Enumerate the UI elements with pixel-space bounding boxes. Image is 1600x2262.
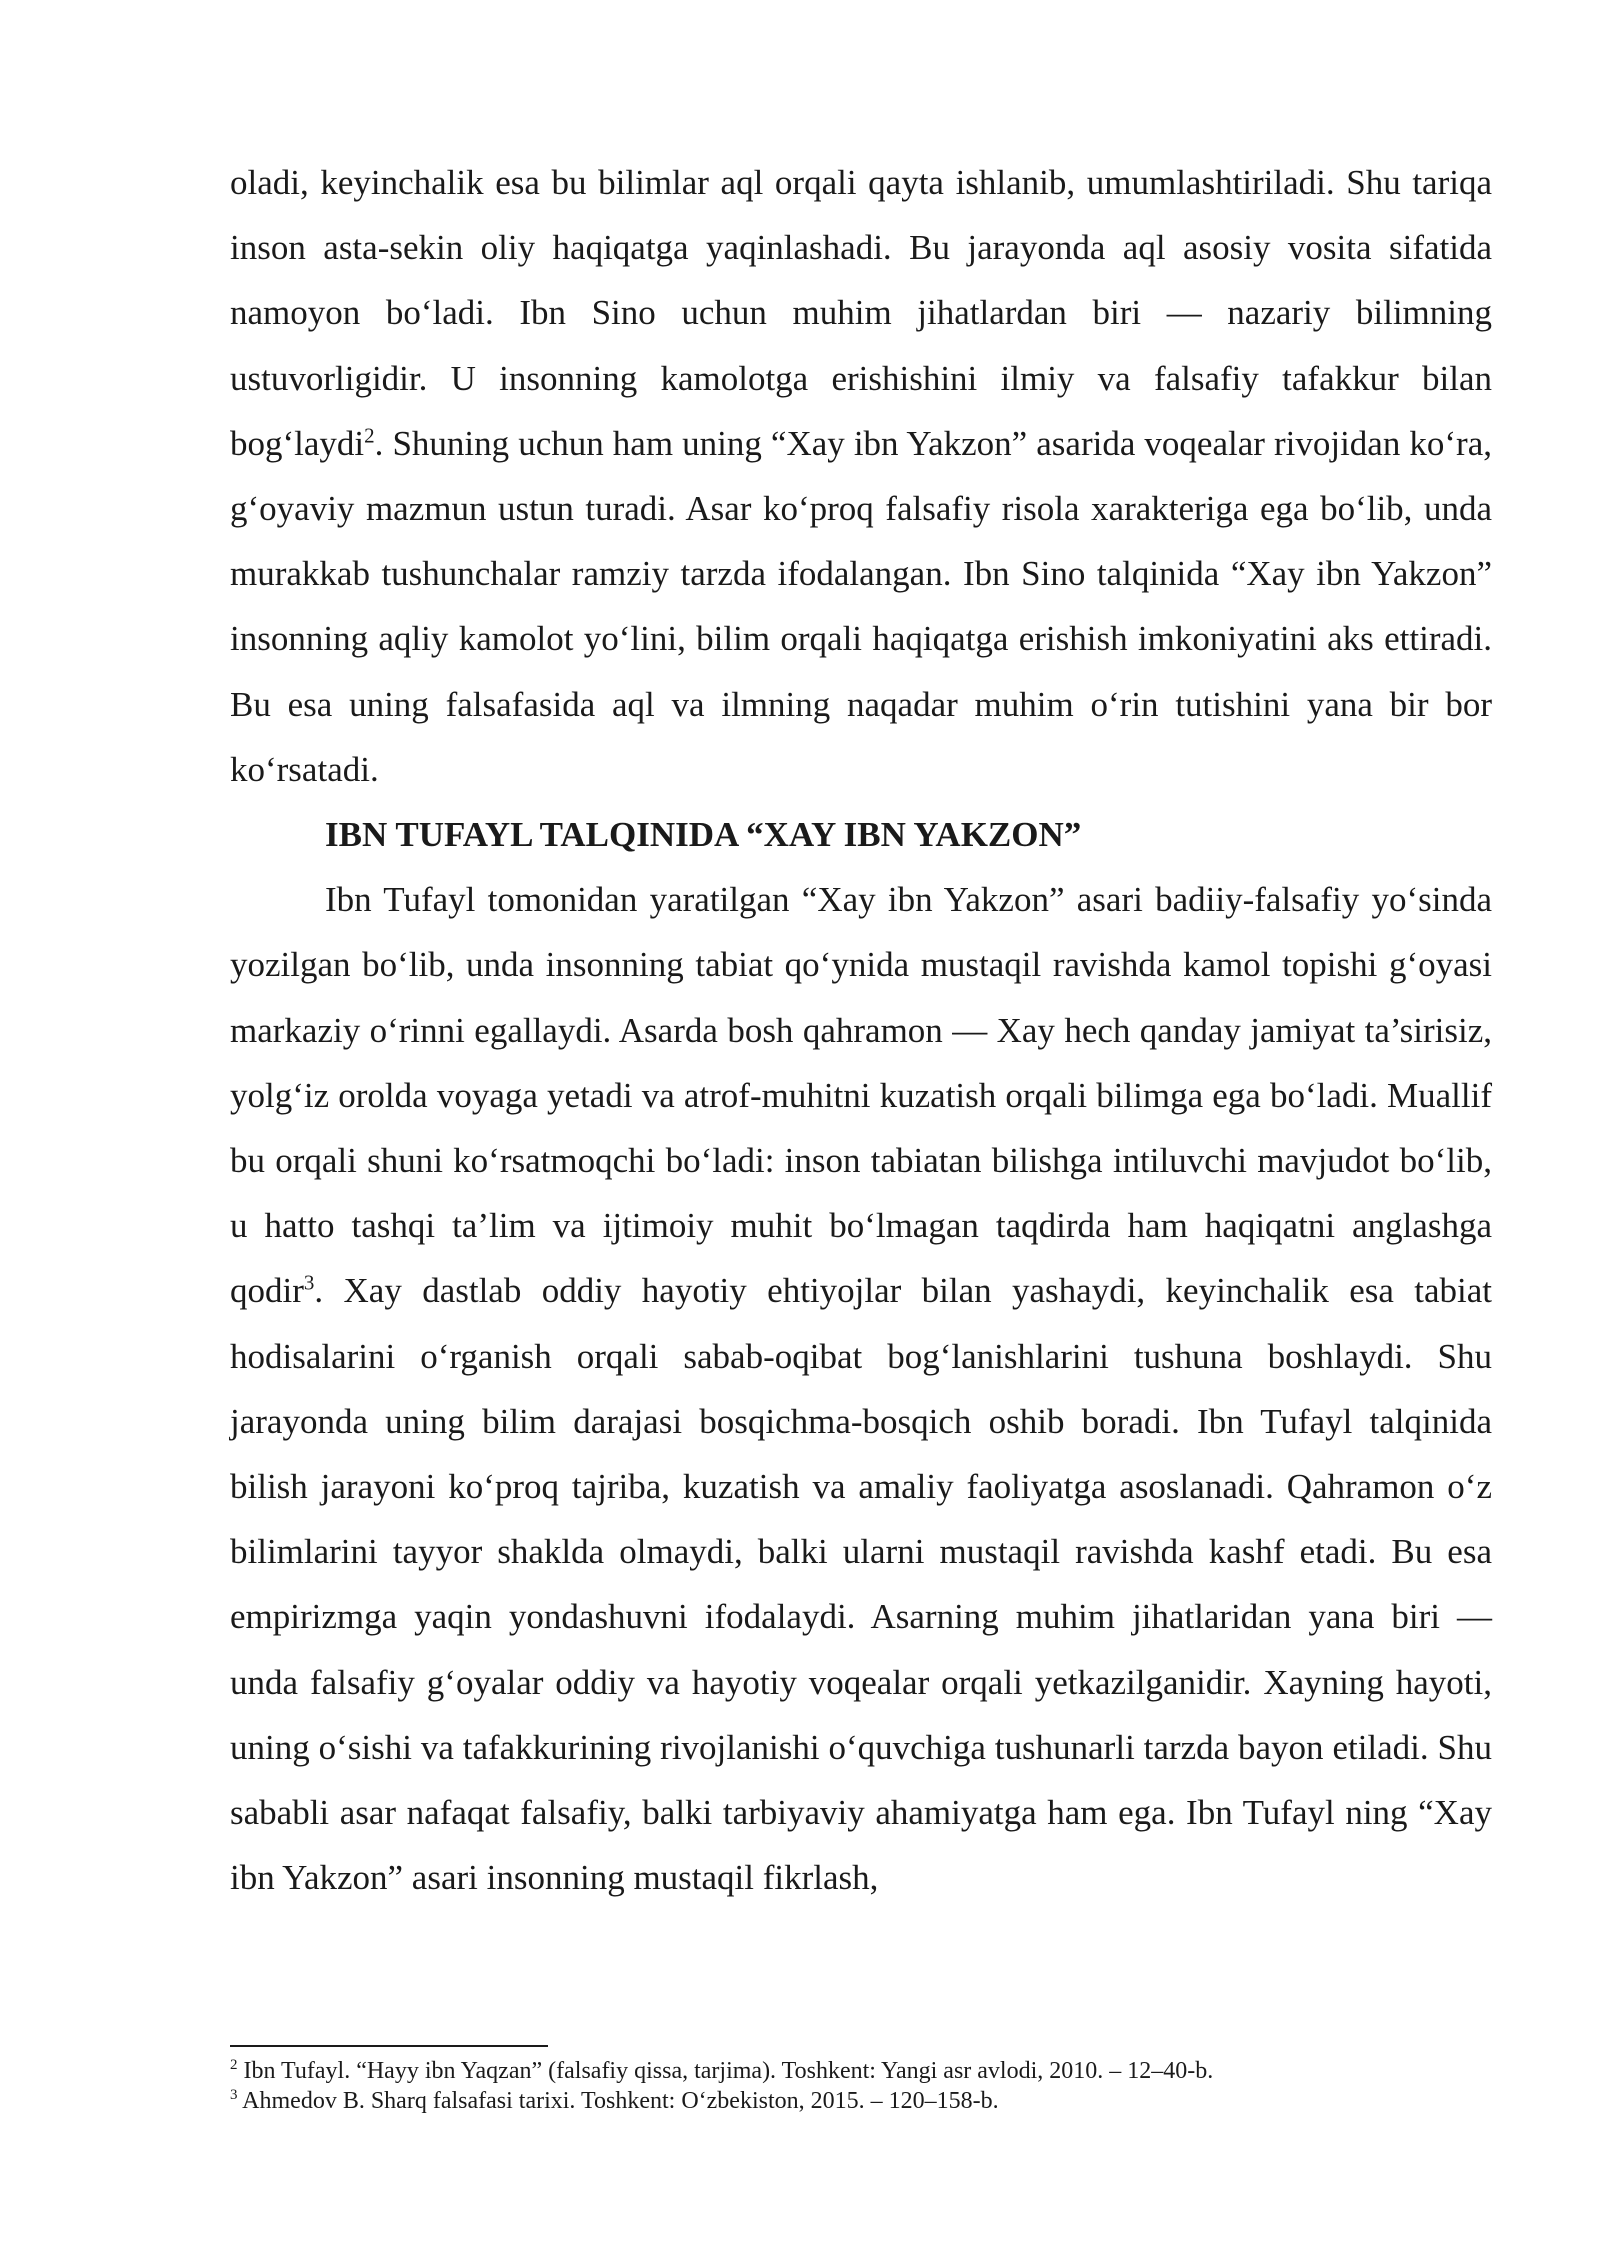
paragraph-text: Ibn Tufayl tomonidan yaratilgan “Xay ibn Yakzon” asari badiiy-falsafiy yo‘sinda yozilgan bo‘lib, unda insonning tabiat qo‘ynida mustaqil ravishda kamol topishi g‘oyasi markaziy o‘rinni egallaydi. Asarda bosh qahramon — Xay hech qanday jamiyat ta’sirisiz, yolg‘iz orolda voyaga yetadi va atrof-muhitni kuzatish orqali bilimga ega bo‘ladi. Muallif bu orqali shuni ko‘rsatmoqchi bo‘ladi: inson tabiatan bilishga intiluvchi mavjudot bo‘lib, u hatto tashqi ta’lim va ijtimoiy muhit bo‘lmagan taqdirda ham haqiqatni anglashga qodir (230, 880, 1492, 1311)
paragraph-text: . Xay dastlab oddiy hayotiy ehtiyojlar bilan yashaydi, keyinchalik esa tabiat hodisalarini o‘rganish orqali sabab-oqibat bog‘lanishlarini tushuna boshlaydi. Shu jarayonda uning bilim darajasi bosqichma-bosqich oshib boradi. Ibn Tufayl talqinida bilish jarayoni ko‘proq tajriba, kuzatish va amaliy faoliyatga asoslanadi. Qahramon o‘z bilimlarini tayyor shaklda olmaydi, balki ularni mustaqil ravishda kashf etadi. Bu esa empirizmga yaqin yondashuvni ifodalaydi. Asarning muhim jihatlaridan yana biri — unda falsafiy g‘oyalar oddiy va hayotiy voqealar orqali yetkazilganidir. Xayning hayoti, uning o‘sishi va tafakkurining rivojlanishi o‘quvchiga tushunarli tarzda bayon etiladi. Shu sababli asar nafaqat falsafiy, balki tarbiyaviy ahamiyatga ham ega. Ibn Tufayl ning “Xay ibn Yakzon” asari insonning mustaqil fikrlash, (230, 1271, 1492, 1898)
paragraph-text: . Shuning uchun ham uning “Xay ibn Yakzon” asarida voqealar rivojidan ko‘ra, g‘oyaviy mazmun ustun turadi. Asar ko‘proq falsafiy risola xarakteriga ega bo‘lib, unda murakkab tushunchalar ramziy tarzda ifodalangan. Ibn Sino talqinida “Xay ibn Yakzon” insonning aqliy kamolot yo‘lini, bilim orqali haqiqatga erishish imkoniyatini aks ettiradi. Bu esa uning falsafasida aql va ilmning naqadar muhim o‘rin tutishini yana bir bor ko‘rsatadi. (230, 423, 1492, 789)
paragraph-ibn-tufayl (230, 867, 1492, 1910)
footnote-number: 3 (230, 2087, 238, 2103)
footnote-item (230, 2086, 1492, 2116)
paragraph-ibn-sino (230, 150, 1492, 802)
footnotes (230, 2056, 1492, 2116)
paragraph-text: oladi, keyinchalik esa bu bilimlar aql orqali qayta ishlanib, umumlashtiriladi. Shu tariqa inson asta-sekin oliy haqiqatga yaqinlashadi. Bu jarayonda aql asosiy vosita sifatida namoyon bo‘ladi. Ibn Sino uchun muhim jihatlardan biri — nazariy bilimning ustuvorligidir. U insonning kamolotga erishishini ilmiy va falsafiy tafakkur bilan bog‘laydi (230, 163, 1492, 463)
section-heading: IBN TUFAYL TALQINIDA “XAY IBN YAKZON” (325, 815, 1082, 855)
document-page (230, 150, 1492, 1910)
footnote-text: Ahmedov B. Sharq falsafasi tarixi. Toshkent: O‘zbekiston, 2015. – 120–158-b. (237, 2088, 999, 2114)
footnote-separator (230, 2045, 548, 2047)
footnote-number: 2 (230, 2057, 238, 2073)
footnote-item (230, 2056, 1492, 2086)
footnote-reference[interactable]: 3 (303, 1270, 315, 1295)
footnote-text: Ibn Tufayl. “Hayy ibn Yaqzan” (falsafiy qissa, tarjima). Toshkent: Yangi asr avlodi, 2010. – 12–40-b. (237, 2058, 1214, 2084)
footnote-reference[interactable]: 2 (364, 423, 375, 448)
